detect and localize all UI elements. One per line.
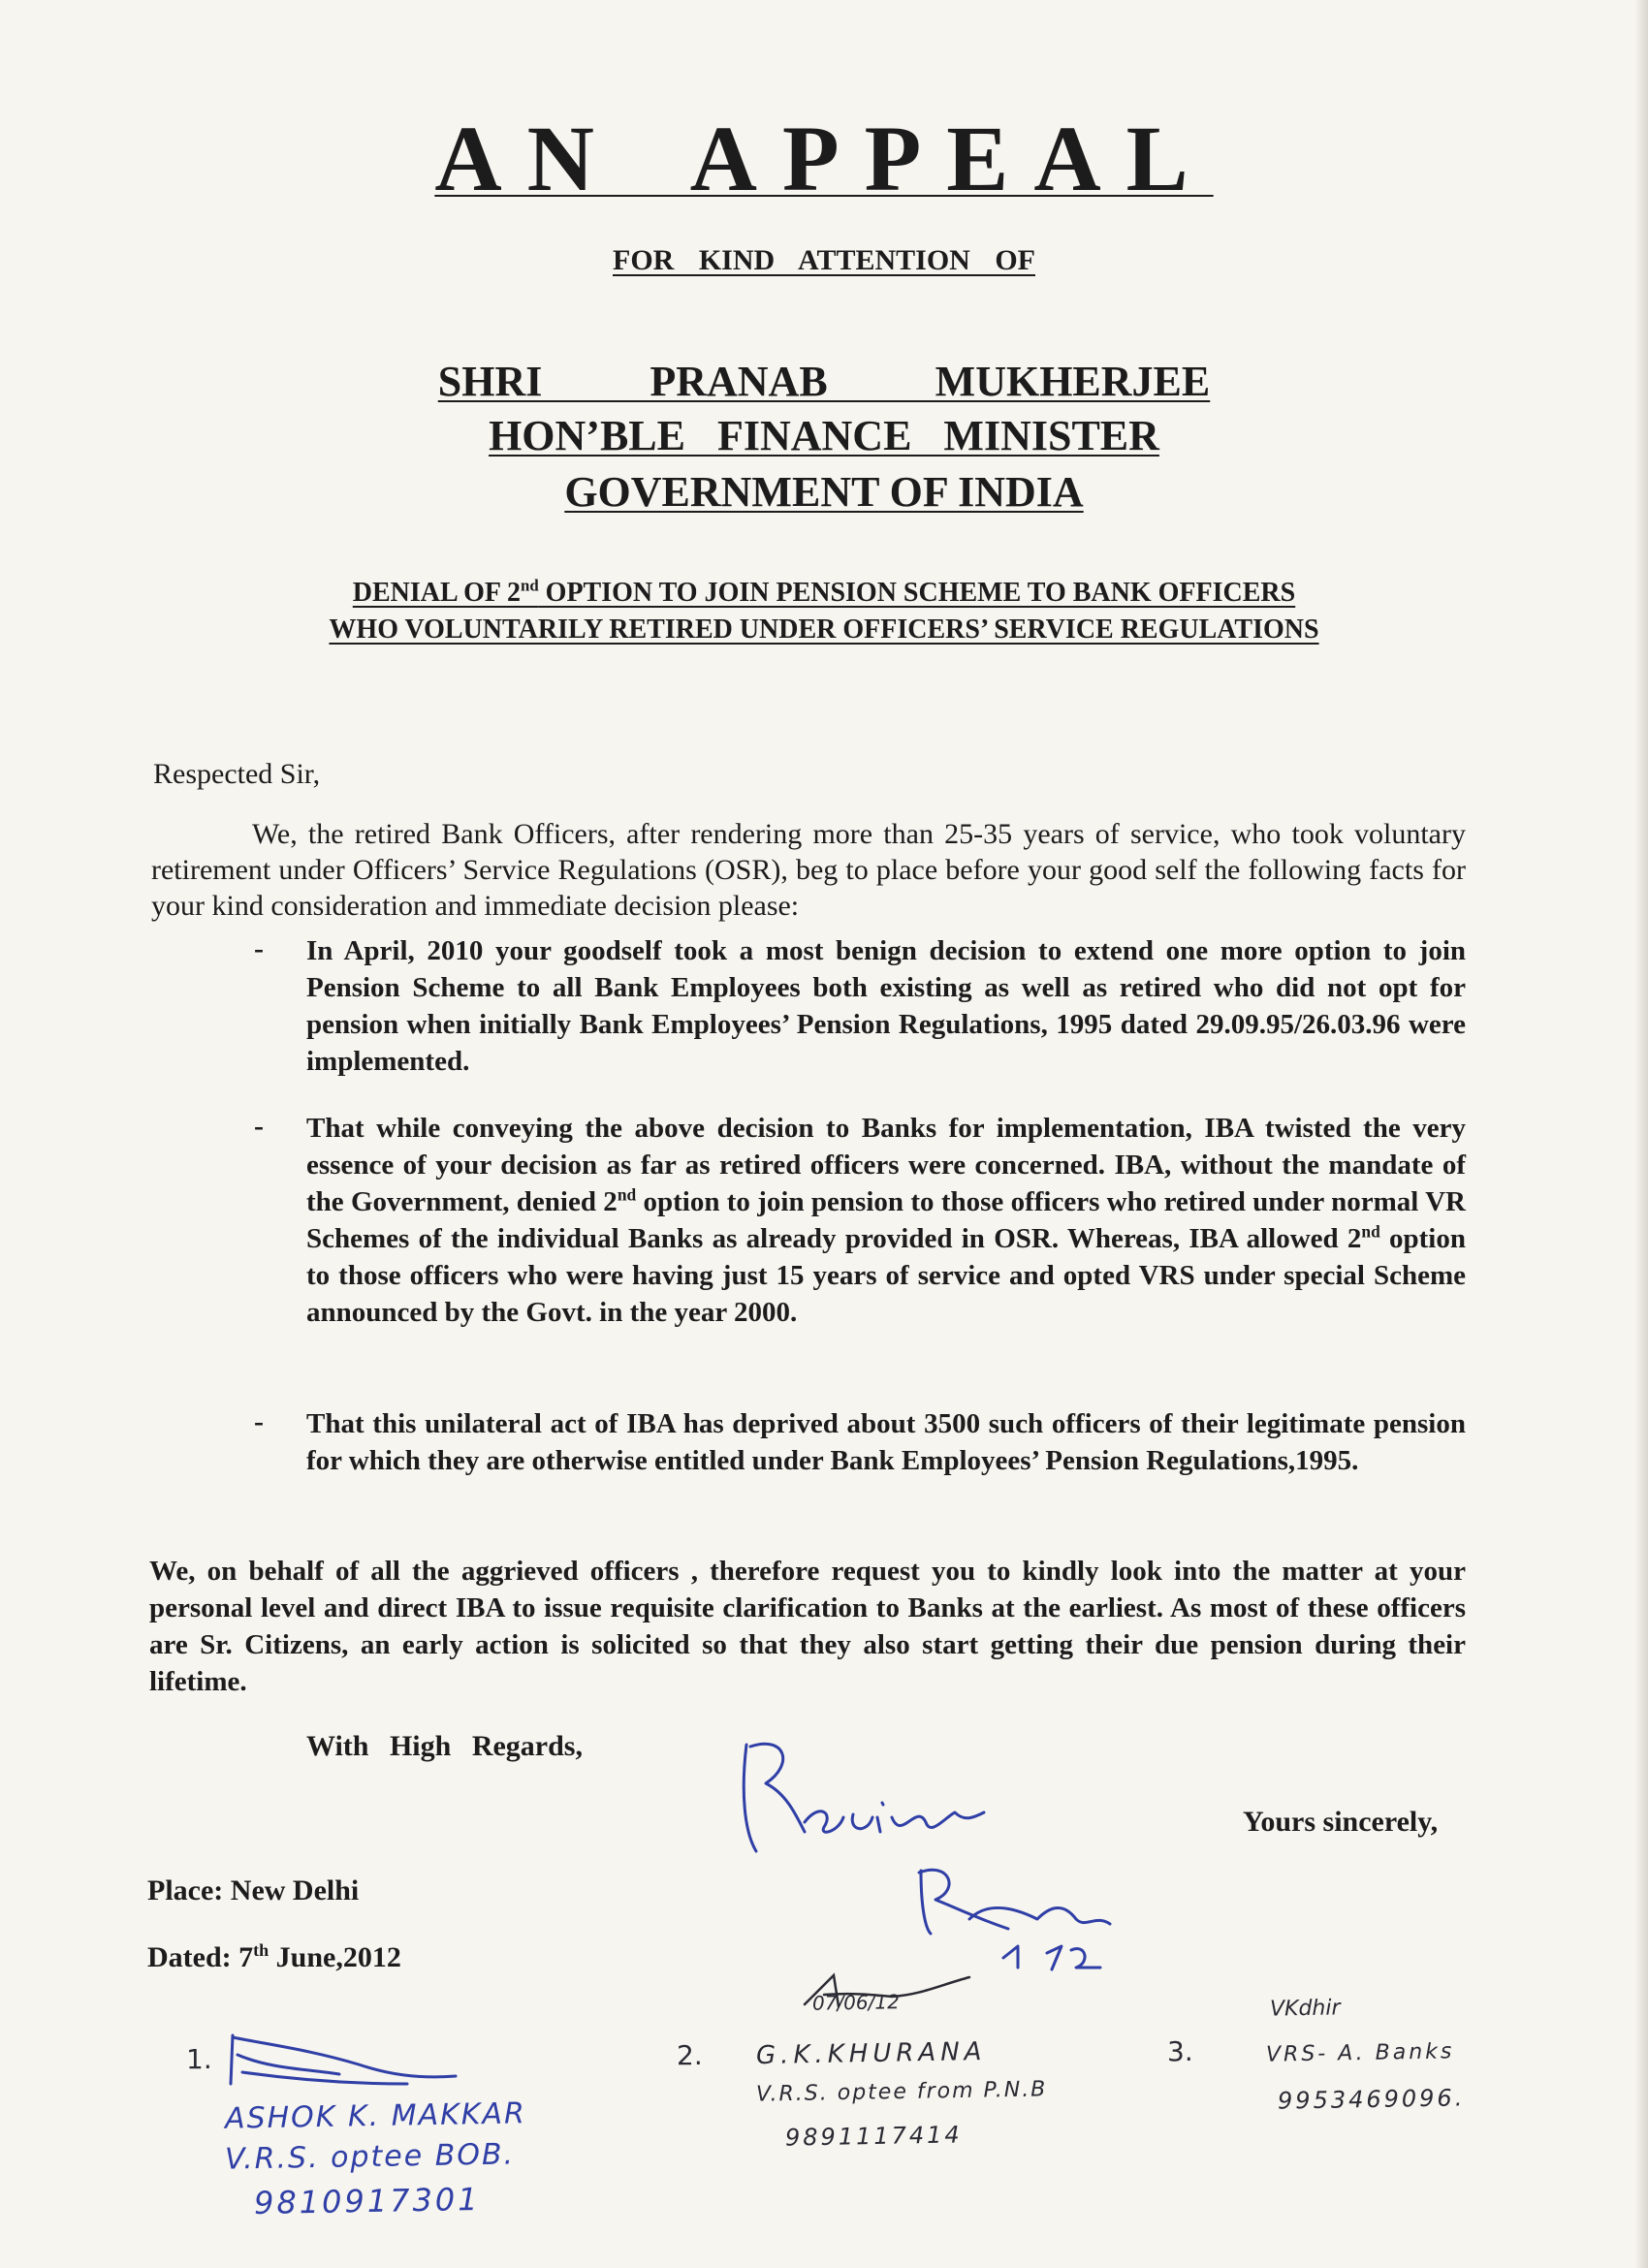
yours-sincerely: Yours sincerely,	[1243, 1806, 1439, 1838]
received-handwriting	[727, 1725, 1134, 1977]
signatory-phone: 9953469096.	[1277, 2084, 1466, 2115]
attention-line: FOR KIND ATTENTION OF	[613, 244, 1035, 276]
bullet-marker: -	[254, 1110, 264, 1142]
signatory-phone: 9891117414	[784, 2121, 963, 2152]
salutation: Respected Sir,	[153, 758, 321, 790]
signatory-number: 2.	[677, 2039, 703, 2071]
signatory-name: VRS- A. Banks	[1265, 2039, 1455, 2067]
addressee-title: HON’BLE FINANCE MINISTER	[489, 412, 1159, 459]
document-title: AN APPEAL	[434, 107, 1214, 210]
signatory-number: 1.	[186, 2043, 212, 2075]
signatory-designation: V.R.S. optee from P.N.B	[755, 2077, 1048, 2107]
place-line: Place: New Delhi	[147, 1874, 360, 1906]
subject-line-2: WHO VOLUNTARILY RETIRED UNDER OFFICERS’ SERVICE REGULATIONS	[329, 614, 1319, 645]
signatory-name: ASHOK K. MAKKAR	[224, 2096, 527, 2136]
bullet-text: That this unilateral act of IBA has deprived about 3500 such officers of their legitimate pension for which they are otherwise entitled under Bank Employees’ Pension Regulations,1995.	[306, 1408, 1466, 1476]
bullet-marker: -	[254, 1405, 264, 1437]
closing-paragraph: We, on behalf of all the aggrieved officers , therefore request you to kindly look into the matter at your personal level and direct IBA to issue requisite clarification to Banks at the earliest. As most of these officers are Sr. Citizens, an early action is solicited so that they also start getting their due pension during their lifetime.	[149, 1556, 1466, 1697]
addressee-government: GOVERNMENT OF INDIA	[564, 468, 1084, 516]
signatory-designation: V.R.S. optee BOB.	[224, 2137, 516, 2177]
subject-line-1: DENIAL OF 2nd OPTION TO JOIN PENSION SCHEME TO BANK OFFICERS	[352, 576, 1296, 608]
bullet-text: That while conveying the above decision to Banks for implementation, IBA twisted the very essence of your decision as far as retired officers were concerned. IBA, without the mandate of the Government, denied 2nd option to join pension to those officers who retired under normal VR Schemes of the individual Banks as already provided in OSR. Whereas, IBA allowed 2nd option to those officers who were having just 15 years of service and opted VRS under special Scheme announced by the Govt. in the year 2000.	[306, 1113, 1466, 1328]
addressee-name: SHRI PRANAB MUKHERJEE	[437, 358, 1211, 405]
signatory-initials: VKdhir	[1269, 1996, 1341, 2022]
signature-1	[213, 2026, 465, 2094]
signatory-number: 3.	[1167, 2035, 1193, 2067]
bullet-marker: -	[254, 932, 264, 964]
signatory-name: G.K.KHURANA	[755, 2036, 987, 2071]
signatory-phone: 9810917301	[253, 2180, 481, 2222]
intro-paragraph: We, the retired Bank Officers, after rendering more than 25-35 years of service, who took voluntary retirement under Officers’ Service Regulations (OSR), beg to place before your good self the following facts for your kind consideration and immediate decision please:	[151, 818, 1466, 922]
regards-line: With High Regards,	[306, 1730, 583, 1762]
date-line: Dated: 7th June,2012	[147, 1940, 401, 1973]
bullet-text: In April, 2010 your goodself took a most benign decision to extend one more option to join Pension Scheme to all Bank Employees both existing as well as retired who did not opt for pension when initially Bank Employees’ Pension Regulations, 1995 dated 29.09.95/26.03.96 were implemented.	[306, 935, 1466, 1077]
page-edge-shadow	[1634, 0, 1648, 2268]
signature-date: 07/06/12	[811, 1990, 901, 2015]
